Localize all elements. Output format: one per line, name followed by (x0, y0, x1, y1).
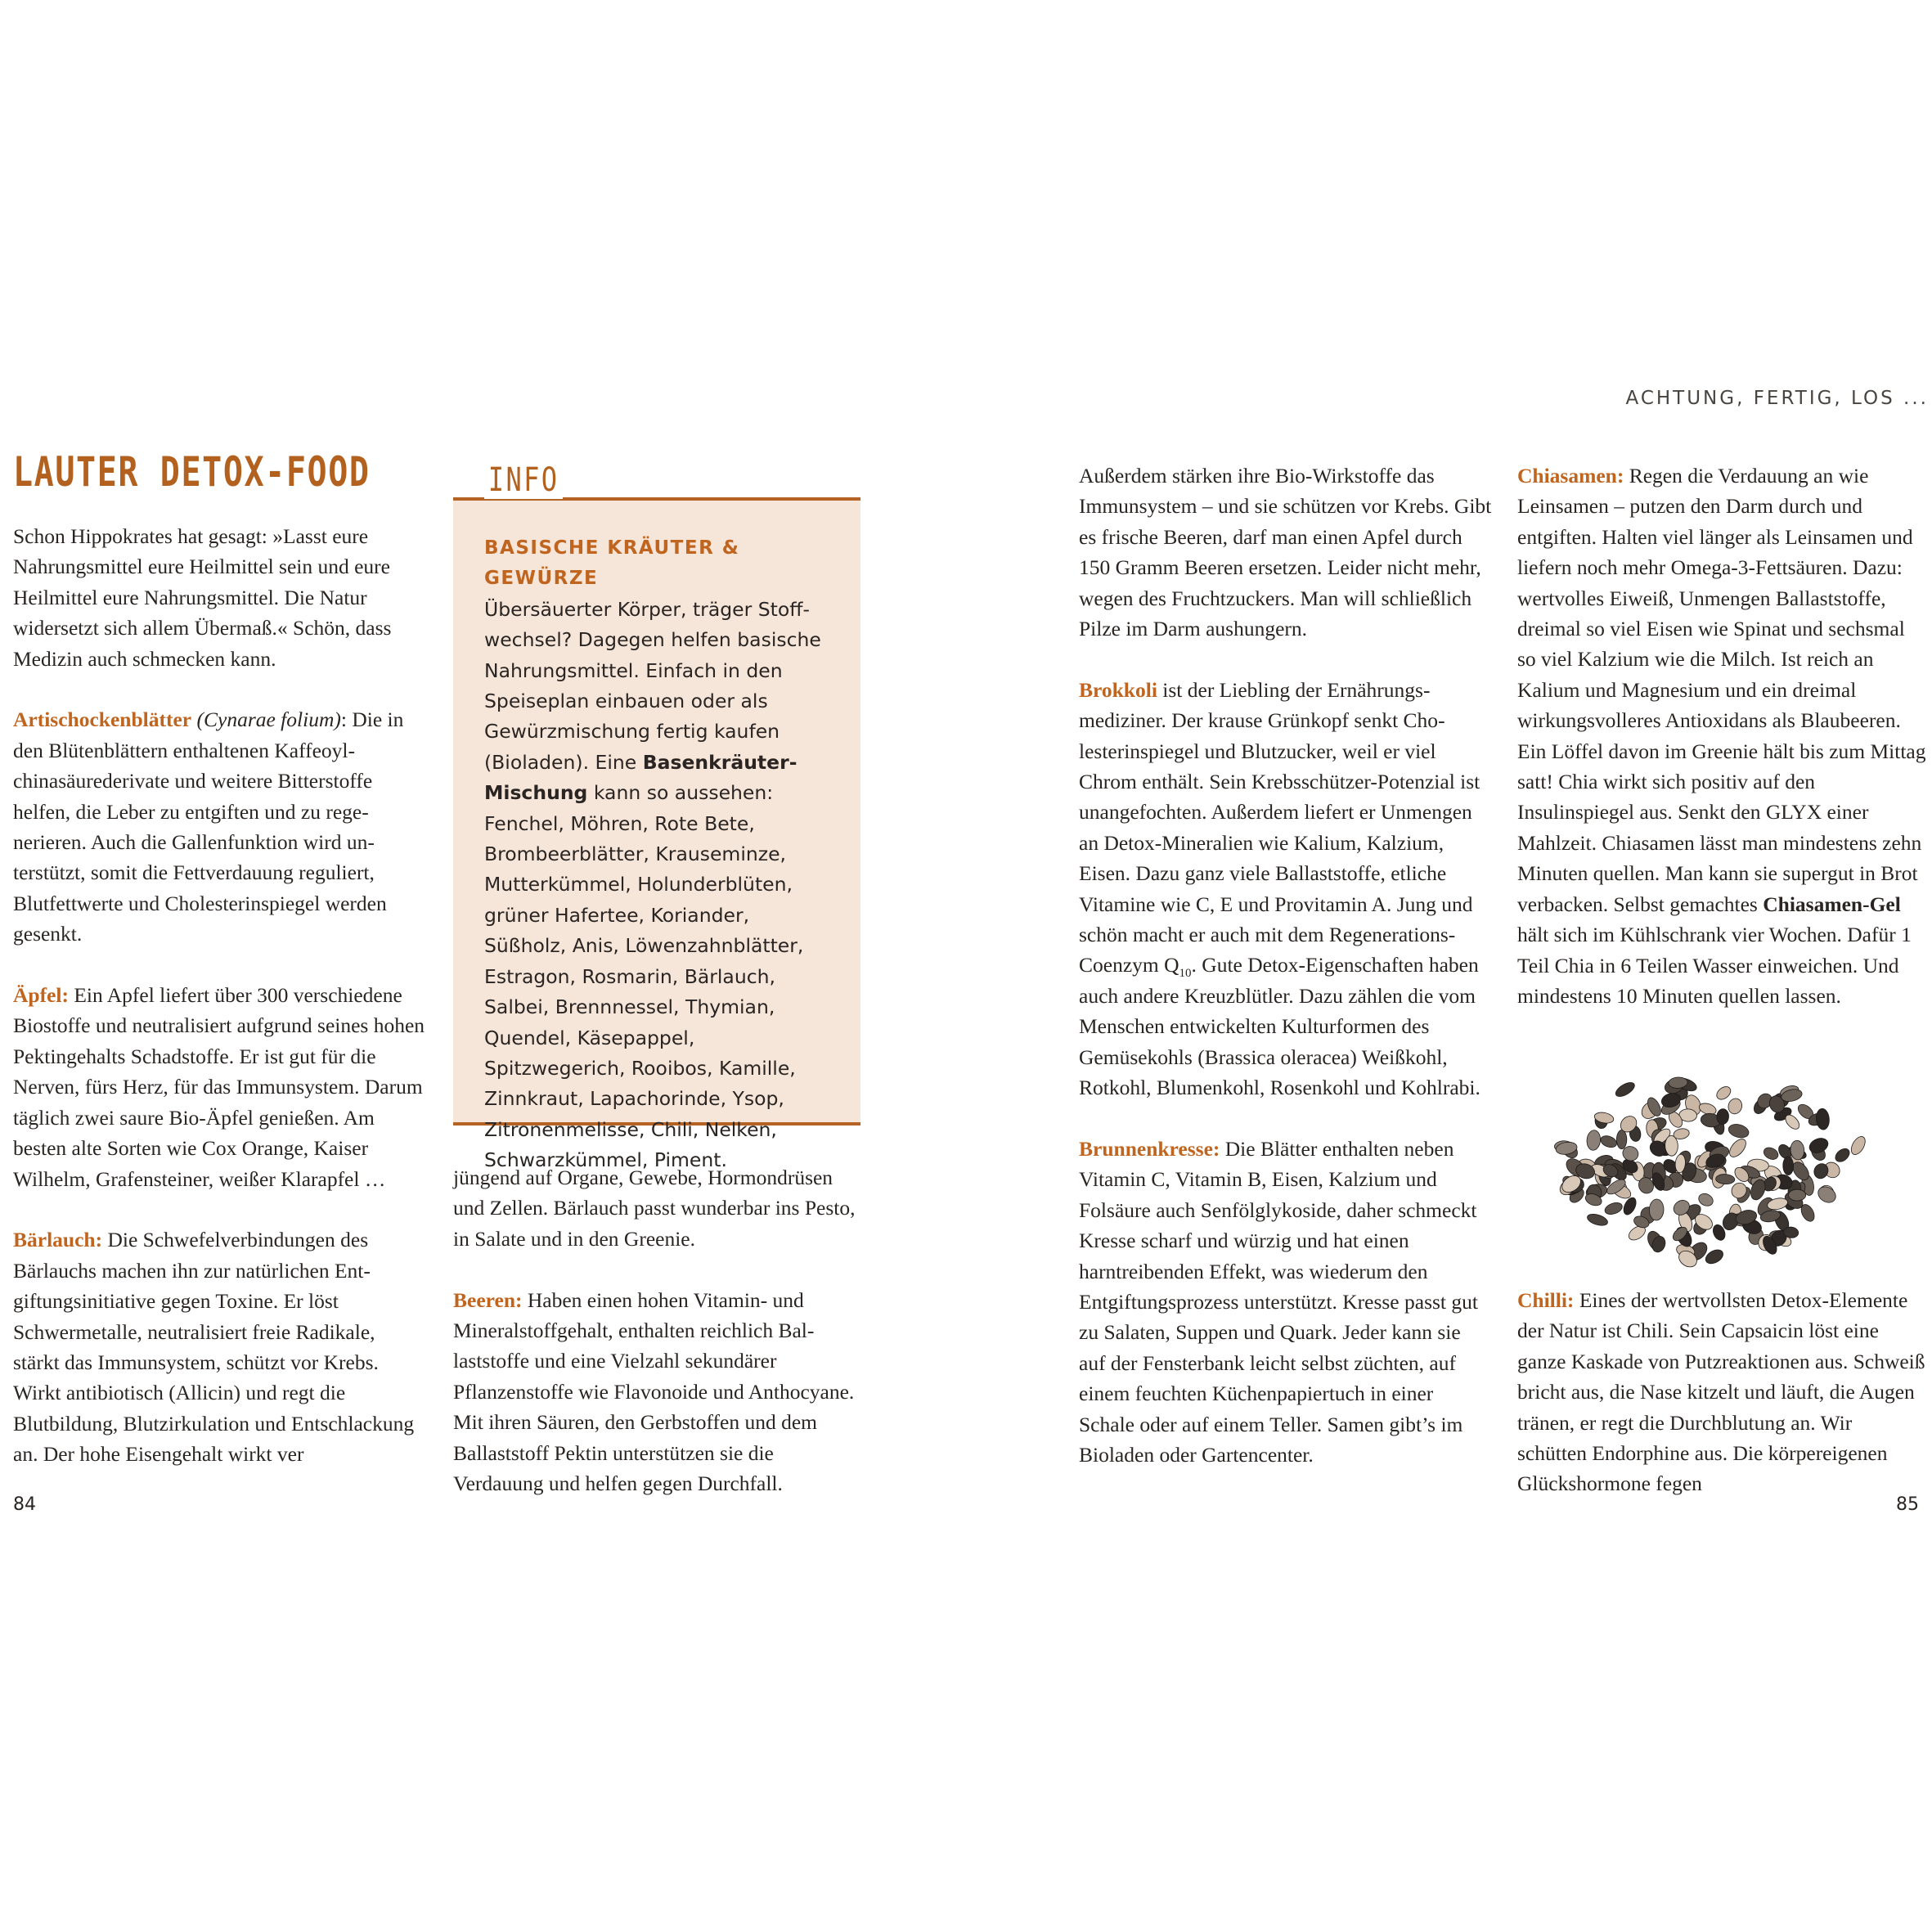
chia-seed (1727, 1136, 1749, 1160)
entry-baerlauch (13, 1224, 426, 1469)
column-2 (453, 1162, 866, 1498)
bold-term-chia-gel: Chiasamen-Gel (1763, 892, 1901, 916)
entry-artischocke (13, 704, 426, 949)
continuation-paragraph: jüngend auf Organe, Gewebe, Hormondrüsen und Zellen. Bärlauch passt wunderbar ins Pesto, in Salate und in den Greenie. (453, 1166, 856, 1251)
page-number-left: 84 (13, 1494, 36, 1515)
latin-name: (Cynarae folium) (196, 708, 341, 732)
term-aepfel: Äpfel: (13, 983, 69, 1008)
page-number-right: 85 (1896, 1494, 1919, 1515)
chia-seed (1714, 1084, 1733, 1102)
entry-text: Haben einen hohen Vitamin- und Mineralstoffgehalt, enthalten reichlich Ballaststoffe und eine Vielzahl sekundärer Pflanzenstoffe wie Flavonoide und Anthocyane. Mit ihren Säuren, den Gerbstoffen und dem Ballaststoff Pektin unterstützen sie die Verdauung und helfen gegen Durchfall. (453, 1287, 855, 1496)
column-4-lower (1517, 1285, 1926, 1499)
chia-seed (1833, 1146, 1852, 1164)
info-label: INFO (484, 461, 563, 499)
entry-text: Ein Apfel liefert über 300 verschiedene Biostoffe und neutralisiert aufgrund seines hohen Pektingehalts Schadstoffe. Er ist gut für die Nerven, fürs Herz, für das Immunsystem. Darum täglich zwei saure Bio-Äpfel genießen. Am besten alte Sorten wie Cox Orange, Kaiser Wilhelm, Grafensteiner, weißer Klarapfel … (13, 983, 425, 1191)
chia-seed (1807, 1135, 1830, 1156)
chia-seed (1621, 1196, 1638, 1217)
chia-seed (1727, 1097, 1744, 1116)
intro-paragraph: Schon Hippokrates hat gesagt: »Lasst eure Nahrungsmittel eure Heilmittel sein und eure Heilmittel eure Nahrungsmittel. Die Natur widersetzt sich allem Übermaß.« Schön, dass Medizin auch schmecken kann. (13, 524, 392, 671)
entry-brunnenkresse (1079, 1134, 1492, 1470)
chia-seed (1614, 1080, 1638, 1099)
info-body (484, 533, 836, 1176)
info-text: Übersäuerter Körper, träger Stoffwechsel? Dagegen helfen basische Nahrungsmittel. Einfach in den Speiseplan einbauen oder als Gewürzmischung fertig kaufen (Bioladen). Eine Basenkräuter-Mischung kann so aussehen: Fenchel, Möhren, Rote Bete, Brombeerblätter, Krauseminze, Mutterkümmel, Holunderblüten, grüner Hafertee, Koriander, Süßholz, Anis, Löwenzahnblätter, Estragon, Rosmarin, Bärlauch, Salbei, Brennnessel, Thymian, Quendel, Käsepappel, Spitzwegerich, Rooibos, Kamille, Zinnkraut, Lapachorinde, Ysop, Zitronenmelisse, Chili, Nelken, Schwarzkümmel, Piment. (484, 597, 821, 1172)
entry-beeren (453, 1285, 866, 1499)
chia-seed (1603, 1201, 1624, 1216)
chia-seed (1849, 1134, 1868, 1157)
chia-seed (1815, 1108, 1830, 1130)
chia-seed (1599, 1134, 1619, 1149)
chia-seed (1815, 1184, 1839, 1206)
term-chilli: Chilli: (1517, 1288, 1575, 1312)
entry-chiasamen: Chiasamen: Regen die Verdauung an wie Leinsamen – putzen den Darm durch und entgiften. Halten viel länger als Leinsamen und liefern noch mehr Omega-3-Fettsäuren. Dazu: wertvolles Eiweiß, Unmengen Ballaststoffe, dreimal so viel Eisen wie Spinat und sechsmal so viel Kalzium wie die Milch. Ist reich an Kalium und Magnesium und ein dreimal wirkungsvolleres Antioxidans als Blaubeeren. Ein Löffel davon im Greenie hält bis zum Mittag satt! Chia wirkt sich positiv auf den Insulinspiegel aus. Senkt den GLYX einer Mahlzeit. Chiasamen lässt man mindestens zehn Minuten quellen. Man kann sie supergut in Brot verbacken. Selbst gemachtes Chiasamen-Gel hält sich im Kühlschrank vier Wochen. Dafür 1 Teil Chia in 6 Teilen Wasser einweichen. Und mindestens 10 Minuten quellen lassen. (1517, 464, 1926, 1008)
term-baerlauch: Bärlauch: (13, 1228, 103, 1252)
info-heading: BASISCHE KRÄUTER & GEWÜRZE (484, 537, 740, 590)
info-bold-term: Basenkräuter-Mischung (484, 750, 798, 805)
column-4 (1517, 461, 1926, 1011)
entry-chilli (1517, 1285, 1926, 1499)
continuation-paragraph: Außerdem stärken ihre Bio-Wirkstoffe das Immunsystem – und sie schützen vor Krebs. Gibt es frische Beeren, darf man einen Apfel durch 150 Gramm Beeren ersetzen. Leider nicht mehr, wegen des Fruchtzuckers. Man will schließlich Pilze im Darm aushungern. (1079, 464, 1492, 641)
column-3 (1079, 461, 1492, 1470)
entry-text: : Die in den Blütenblättern enthaltenen Kaffeoylchinasäurederivate und weitere Bitterstoffe helfen, die Leber zu entgiften und zu regenerieren. Auch die Gallenfunktion wird unterstützt, somit die Fettverdauung reguliert, Blutfettwerte und Cholesterinspiegel werden gesenkt. (13, 708, 404, 946)
term-beeren: Beeren: (453, 1287, 523, 1312)
chia-seed (1727, 1122, 1750, 1139)
chia-seeds-image (1538, 1051, 1881, 1280)
chia-seed (1616, 1130, 1626, 1149)
running-head: ACHTUNG, FERTIG, LOS ... (1625, 388, 1929, 409)
entry-text: Die Schwefelverbindungen des Bärlauchs machen ihn zur natürlichen Entgiftungsinitiative gegen Toxine. Er löst Schwermetalle, neutralisiert freie Radikale, stärkt das Immunsystem, schützt vor Krebs. Wirkt antibiotisch (Allicin) und regt die Blutbildung, Blutzirkulation und Entschlackung an. Der hohe Eisengehalt wirkt ver (13, 1228, 415, 1467)
column-1 (13, 521, 426, 1470)
entry-aepfel (13, 980, 426, 1194)
chia-seed (1649, 1199, 1664, 1221)
chia-seed (1586, 1130, 1601, 1151)
term-chiasamen: Chiasamen: (1517, 464, 1624, 487)
chia-seed (1783, 1157, 1794, 1175)
subscript: 10 (1179, 967, 1192, 981)
term-brokkoli: Brokkoli (1079, 677, 1157, 702)
term-brunnenkresse: Brunnenkresse: (1079, 1136, 1220, 1161)
chia-seed (1789, 1189, 1806, 1201)
entry-text: Eines der wertvollsten Detox-Elemente der Natur ist Chili. Sein Capsaicin löst eine ganze Kaskade von Putzreaktionen aus. Schweiß bricht aus, die Nase kitzelt und läuft, die Augen tränen, er regt die Durchblutung an. Wir schütten Endorphine aus. Die körpereigenen Glückshormone fegen (1517, 1288, 1925, 1496)
entry-brokkoli: Brokkoli ist der Liebling der Ernährungsmediziner. Der krause Grünkopf senkt Cholesterinspiegel und Blutzucker, weil er viel Chrom enthält. Sein Krebsschützer-Potenzial ist unangefochten. Außerdem liefert er Unmengen an Detox-Mineralien wie Kalium, Kalzium, Eisen. Dazu ganz viele Ballaststoffe, etliche Vitamine wie C, E und Provitamin A. Jung und schön macht er auch mit dem Regenerations-Coenzym $Q_{10}$. Gute Detox-Eigenschaften haben auch andere Kreuzblütler. Dazu zählen die vom Menschen entwickelten Kulturformen des Gemüsekohls (Brassica oleracea) Weißkohl, Rotkohl, Blumenkohl, Rosenkohl und Kohlrabi. (1079, 677, 1480, 1100)
chapter-title: LAUTER DETOX-FOOD (13, 448, 371, 496)
chia-seed (1762, 1145, 1780, 1161)
chia-seed (1716, 1108, 1729, 1125)
term-artischocke: Artischockenblätter (13, 708, 192, 732)
chia-seed (1586, 1212, 1609, 1228)
entry-text: Die Blätter enthalten neben Vitamin C, Vitamin B, Eisen, Kalzium und Folsäure auch Senfölglykoside, daher schmeckt Kresse scharf und würzig und hat einen harntreibenden Effekt, was wiederum den Entgiftungsprozess unterstützt. Kresse passt gut zu Salaten, Suppen und Quark. Jeder kann sie auf der Fensterbank leicht selbst züchten, auf einem feuchten Küchenpapiertuch in einer Schale oder auf einem Teller. Samen gibt’s im Bioladen oder Gartencenter. (1079, 1136, 1478, 1467)
